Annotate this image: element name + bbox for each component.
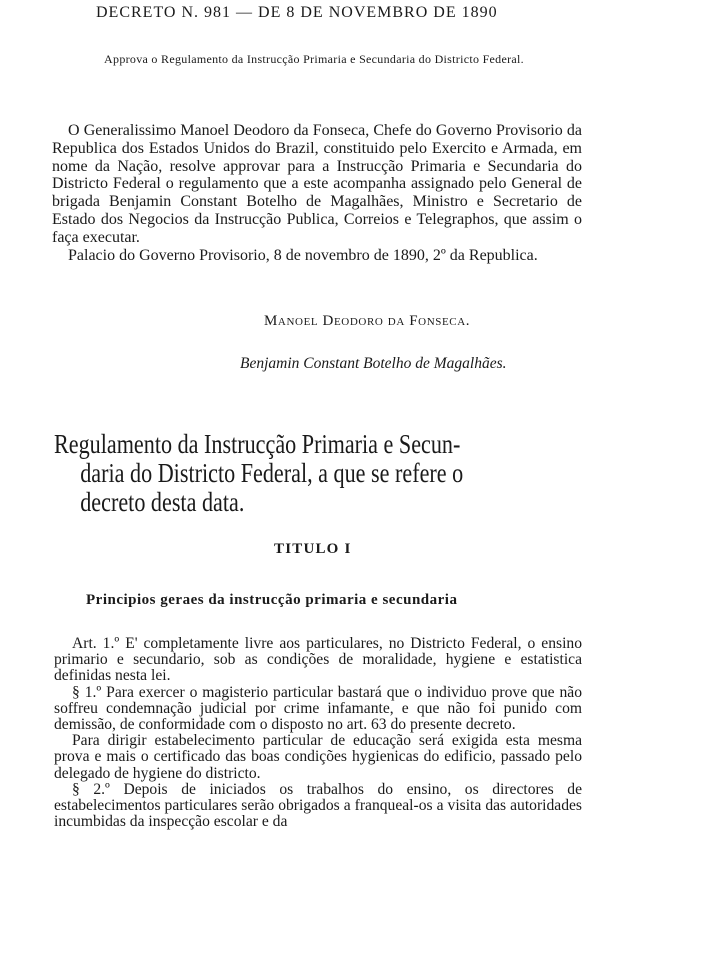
regulation-title-line: Regulamento da Instrucção Primaria e Secun- (54, 429, 461, 459)
article-1: Art. 1.º E' completamente livre aos particulares, no Districto Federal, o ensino primario e secundario, sob as condições de moralidade, hygiene e estatistica definidas nesta lei. (54, 635, 582, 685)
signature-benjamin: Benjamin Constant Botelho de Magalhães. (240, 355, 507, 372)
titulo-heading: TITULO I (274, 541, 352, 557)
preamble (52, 122, 582, 264)
signature-deodoro: Manoel Deodoro da Fonseca. (264, 313, 471, 329)
preamble-paragraph-date: Palacio do Governo Provisorio, 8 de novembro de 1890, 2º da Republica. (68, 246, 538, 264)
decree-date: DE 8 DE NOVEMBRO DE 1890 (258, 4, 498, 21)
regulation-title-line: decreto desta data. (80, 487, 245, 517)
decree-header (96, 4, 536, 22)
preamble-paragraph: O Generalissimo Manoel Deodoro da Fonseca, Chefe do Governo Provisorio da Republica dos Estados Unidos do Brazil, constituido pelo Exercito e Armada, em nome da Nação, resolve approvar para a Instrucção Primaria e Secundaria do Districto Federal o regulamento que a este acompanha assignado pelo General de brigada Benjamin Constant Botelho de Magalhães, Ministro e Secretario de Estado dos Negocios da Instrucção Publica, Correios e Telegraphos, que assim o faça executar. (52, 122, 582, 246)
paragraph-2: § 2.º Depois de iniciados os trabalhos do ensino, os directores de estabelecimentos particulares serão obrigados a franqueal-os a visita das autoridades incumbidas da inspecção escolar e da (54, 780, 582, 831)
regulation-title (54, 430, 497, 517)
paragraph-1-continued: Para dirigir estabelecimento particular de educação será exigida esta mesma prova e mais o certificado das boas condições hygienicas do edificio, passado pelo delegado de hygiene do districto. (54, 732, 582, 782)
regulation-title-line: daria do Districto Federal, a que se refere o (80, 458, 464, 488)
decree-summary: Approva o Regulamento da Instrucção Primaria e Secundaria do Districto Federal. (104, 52, 524, 66)
regulation-body (54, 636, 582, 830)
paragraph-1: § 1.º Para exercer o magisterio particular bastará que o individuo prove que não soffreu condemnação judicial por crime infamante, e que não foi punido com demissão, de conformidade com o disposto no art. 63 do presente decreto. (54, 683, 582, 734)
decree-number: DECRETO N. 981 — (96, 4, 254, 21)
section-subtitle: Principios geraes da instrucção primaria e secundaria (86, 592, 458, 608)
